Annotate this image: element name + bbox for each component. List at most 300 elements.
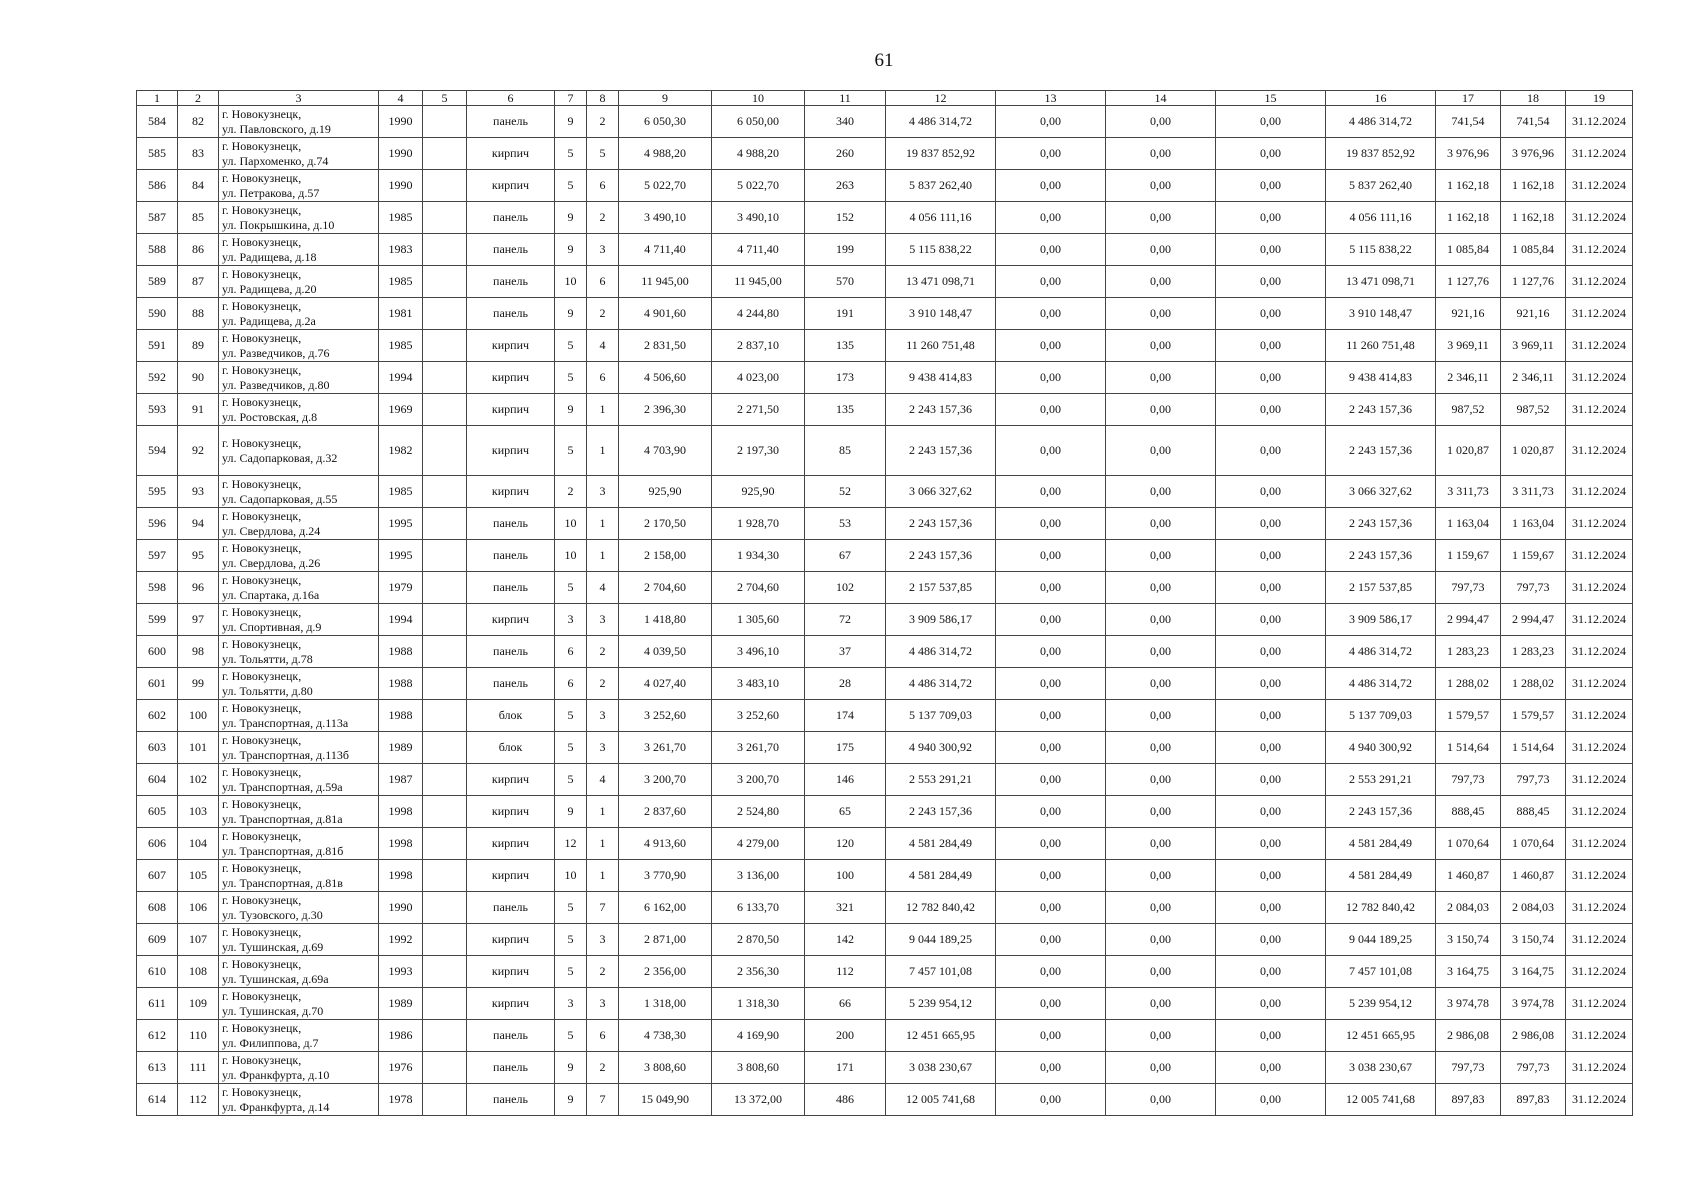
col-13-cell: 0,00 — [996, 668, 1106, 700]
table-row — [137, 298, 1633, 330]
address-city: г. Новокузнецк, — [222, 170, 302, 185]
col-18-cell: 797,73 — [1501, 572, 1566, 604]
col-5-cell — [423, 828, 467, 860]
col-14-cell: 0,00 — [1106, 892, 1216, 924]
residents-cell: 67 — [805, 540, 886, 572]
item-number-cell: 89 — [178, 330, 219, 362]
col-16-cell: 12 005 741,68 — [1326, 1084, 1436, 1116]
total-cost-cell: 2 243 157,36 — [886, 508, 996, 540]
living-area-cell: 3 490,10 — [712, 202, 805, 234]
wall-material-cell: кирпич — [467, 956, 555, 988]
wall-material-cell: панель — [467, 636, 555, 668]
col-17-cell: 921,16 — [1436, 298, 1501, 330]
column-header: 11 — [805, 91, 886, 106]
column-header: 9 — [619, 91, 712, 106]
address-cell — [219, 476, 379, 508]
entrances-cell: 6 — [587, 1020, 619, 1052]
col-5-cell — [423, 202, 467, 234]
col-18-cell: 2 346,11 — [1501, 362, 1566, 394]
item-number-cell: 84 — [178, 170, 219, 202]
address-cell — [219, 540, 379, 572]
completion-date-cell: 31.12.2024 — [1566, 572, 1633, 604]
address-street: ул. Франкфурта, д.10 — [222, 1067, 330, 1082]
col-15-cell: 0,00 — [1216, 106, 1326, 138]
col-15-cell: 0,00 — [1216, 298, 1326, 330]
living-area-cell: 3 136,00 — [712, 860, 805, 892]
col-15-cell: 0,00 — [1216, 362, 1326, 394]
entrances-cell: 5 — [587, 138, 619, 170]
address-street: ул. Ростовская, д.8 — [222, 409, 318, 424]
residents-cell: 175 — [805, 732, 886, 764]
entrances-cell: 6 — [587, 170, 619, 202]
col-13-cell: 0,00 — [996, 202, 1106, 234]
col-5-cell — [423, 892, 467, 924]
floors-cell: 10 — [555, 266, 587, 298]
item-number-cell: 86 — [178, 234, 219, 266]
table-row — [137, 1052, 1633, 1084]
col-15-cell: 0,00 — [1216, 234, 1326, 266]
col-14-cell: 0,00 — [1106, 604, 1216, 636]
col-5-cell — [423, 988, 467, 1020]
col-15-cell: 0,00 — [1216, 796, 1326, 828]
entrances-cell: 1 — [587, 796, 619, 828]
total-area-cell: 4 913,60 — [619, 828, 712, 860]
residents-cell: 146 — [805, 764, 886, 796]
col-16-cell: 5 239 954,12 — [1326, 988, 1436, 1020]
col-5-cell — [423, 860, 467, 892]
col-16-cell: 4 940 300,92 — [1326, 732, 1436, 764]
living-area-cell: 1 928,70 — [712, 508, 805, 540]
living-area-cell: 2 271,50 — [712, 394, 805, 426]
col-16-cell: 4 486 314,72 — [1326, 668, 1436, 700]
total-area-cell: 4 027,40 — [619, 668, 712, 700]
col-16-cell: 2 243 157,36 — [1326, 426, 1436, 476]
entrances-cell: 3 — [587, 700, 619, 732]
year-built-cell: 1989 — [379, 988, 423, 1020]
table-row — [137, 394, 1633, 426]
col-13-cell: 0,00 — [996, 892, 1106, 924]
col-15-cell: 0,00 — [1216, 330, 1326, 362]
address-cell — [219, 202, 379, 234]
col-17-cell: 1 163,04 — [1436, 508, 1501, 540]
address-street: ул. Тузовского, д.30 — [222, 907, 323, 922]
col-15-cell: 0,00 — [1216, 170, 1326, 202]
col-13-cell: 0,00 — [996, 956, 1106, 988]
wall-material-cell: кирпич — [467, 170, 555, 202]
row-number-cell: 597 — [137, 540, 178, 572]
total-area-cell: 2 704,60 — [619, 572, 712, 604]
living-area-cell: 3 200,70 — [712, 764, 805, 796]
address-city: г. Новокузнецк, — [222, 732, 302, 747]
address-city: г. Новокузнецк, — [222, 1052, 302, 1067]
residents-cell: 72 — [805, 604, 886, 636]
item-number-cell: 104 — [178, 828, 219, 860]
wall-material-cell: кирпич — [467, 362, 555, 394]
total-cost-cell: 9 044 189,25 — [886, 924, 996, 956]
col-14-cell: 0,00 — [1106, 700, 1216, 732]
residents-cell: 173 — [805, 362, 886, 394]
col-16-cell: 2 243 157,36 — [1326, 540, 1436, 572]
address-city: г. Новокузнецк, — [222, 668, 302, 683]
col-16-cell: 4 581 284,49 — [1326, 860, 1436, 892]
item-number-cell: 93 — [178, 476, 219, 508]
completion-date-cell: 31.12.2024 — [1566, 1052, 1633, 1084]
col-13-cell: 0,00 — [996, 764, 1106, 796]
residents-cell: 120 — [805, 828, 886, 860]
col-15-cell: 0,00 — [1216, 764, 1326, 796]
entrances-cell: 2 — [587, 956, 619, 988]
address-cell — [219, 860, 379, 892]
living-area-cell: 3 252,60 — [712, 700, 805, 732]
completion-date-cell: 31.12.2024 — [1566, 732, 1633, 764]
residents-cell: 142 — [805, 924, 886, 956]
residents-cell: 52 — [805, 476, 886, 508]
year-built-cell: 1985 — [379, 476, 423, 508]
table-row — [137, 138, 1633, 170]
row-number-cell: 591 — [137, 330, 178, 362]
col-13-cell: 0,00 — [996, 394, 1106, 426]
total-area-cell: 2 158,00 — [619, 540, 712, 572]
address-street: ул. Филиппова, д.7 — [222, 1035, 319, 1050]
col-16-cell: 9 438 414,83 — [1326, 362, 1436, 394]
column-header: 3 — [219, 91, 379, 106]
col-15-cell: 0,00 — [1216, 892, 1326, 924]
address-street: ул. Покрышкина, д.10 — [222, 217, 335, 232]
residents-cell: 135 — [805, 330, 886, 362]
col-16-cell: 2 243 157,36 — [1326, 394, 1436, 426]
entrances-cell: 1 — [587, 394, 619, 426]
col-17-cell: 897,83 — [1436, 1084, 1501, 1116]
total-cost-cell: 13 471 098,71 — [886, 266, 996, 298]
col-13-cell: 0,00 — [996, 540, 1106, 572]
address-city: г. Новокузнецк, — [222, 700, 302, 715]
col-17-cell: 1 085,84 — [1436, 234, 1501, 266]
year-built-cell: 1982 — [379, 426, 423, 476]
total-area-cell: 6 050,30 — [619, 106, 712, 138]
floors-cell: 5 — [555, 764, 587, 796]
living-area-cell: 2 870,50 — [712, 924, 805, 956]
total-area-cell: 2 831,50 — [619, 330, 712, 362]
living-area-cell: 3 483,10 — [712, 668, 805, 700]
residents-cell: 135 — [805, 394, 886, 426]
col-5-cell — [423, 764, 467, 796]
total-cost-cell: 19 837 852,92 — [886, 138, 996, 170]
floors-cell: 9 — [555, 298, 587, 330]
row-number-cell: 594 — [137, 426, 178, 476]
entrances-cell: 7 — [587, 1084, 619, 1116]
item-number-cell: 83 — [178, 138, 219, 170]
total-area-cell: 1 318,00 — [619, 988, 712, 1020]
total-cost-cell: 3 909 586,17 — [886, 604, 996, 636]
completion-date-cell: 31.12.2024 — [1566, 138, 1633, 170]
floors-cell: 5 — [555, 700, 587, 732]
living-area-cell: 2 197,30 — [712, 426, 805, 476]
col-5-cell — [423, 508, 467, 540]
address-street: ул. Тушинская, д.69а — [222, 971, 329, 986]
completion-date-cell: 31.12.2024 — [1566, 892, 1633, 924]
wall-material-cell: панель — [467, 668, 555, 700]
completion-date-cell: 31.12.2024 — [1566, 1084, 1633, 1116]
address-cell — [219, 170, 379, 202]
address-city: г. Новокузнецк, — [222, 435, 302, 450]
residents-cell: 66 — [805, 988, 886, 1020]
total-cost-cell: 2 157 537,85 — [886, 572, 996, 604]
total-cost-cell: 3 066 327,62 — [886, 476, 996, 508]
floors-cell: 9 — [555, 1084, 587, 1116]
col-15-cell: 0,00 — [1216, 860, 1326, 892]
year-built-cell: 1995 — [379, 508, 423, 540]
living-area-cell: 6 133,70 — [712, 892, 805, 924]
total-cost-cell: 2 243 157,36 — [886, 394, 996, 426]
floors-cell: 9 — [555, 234, 587, 266]
address-cell — [219, 426, 379, 476]
col-15-cell: 0,00 — [1216, 394, 1326, 426]
table-row — [137, 540, 1633, 572]
address-city: г. Новокузнецк, — [222, 234, 302, 249]
row-number-cell: 607 — [137, 860, 178, 892]
wall-material-cell: кирпич — [467, 828, 555, 860]
col-13-cell: 0,00 — [996, 924, 1106, 956]
completion-date-cell: 31.12.2024 — [1566, 924, 1633, 956]
address-city: г. Новокузнецк, — [222, 298, 302, 313]
col-14-cell: 0,00 — [1106, 988, 1216, 1020]
col-5-cell — [423, 394, 467, 426]
col-17-cell: 888,45 — [1436, 796, 1501, 828]
item-number-cell: 97 — [178, 604, 219, 636]
address-city: г. Новокузнецк, — [222, 476, 302, 491]
col-18-cell: 3 164,75 — [1501, 956, 1566, 988]
item-number-cell: 91 — [178, 394, 219, 426]
floors-cell: 10 — [555, 540, 587, 572]
col-14-cell: 0,00 — [1106, 764, 1216, 796]
table-row — [137, 1084, 1633, 1116]
item-number-cell: 107 — [178, 924, 219, 956]
entrances-cell: 6 — [587, 266, 619, 298]
col-13-cell: 0,00 — [996, 572, 1106, 604]
col-18-cell: 921,16 — [1501, 298, 1566, 330]
col-15-cell: 0,00 — [1216, 988, 1326, 1020]
col-18-cell: 3 969,11 — [1501, 330, 1566, 362]
col-14-cell: 0,00 — [1106, 668, 1216, 700]
completion-date-cell: 31.12.2024 — [1566, 394, 1633, 426]
floors-cell: 10 — [555, 508, 587, 540]
col-18-cell: 888,45 — [1501, 796, 1566, 828]
total-area-cell: 6 162,00 — [619, 892, 712, 924]
row-number-cell: 599 — [137, 604, 178, 636]
entrances-cell: 3 — [587, 732, 619, 764]
col-15-cell: 0,00 — [1216, 1020, 1326, 1052]
address-city: г. Новокузнецк, — [222, 988, 302, 1003]
wall-material-cell: кирпич — [467, 988, 555, 1020]
address-street: ул. Петракова, д.57 — [222, 185, 320, 200]
year-built-cell: 1987 — [379, 764, 423, 796]
completion-date-cell: 31.12.2024 — [1566, 764, 1633, 796]
completion-date-cell: 31.12.2024 — [1566, 426, 1633, 476]
col-17-cell: 3 164,75 — [1436, 956, 1501, 988]
address-cell — [219, 1020, 379, 1052]
living-area-cell: 4 279,00 — [712, 828, 805, 860]
col-15-cell: 0,00 — [1216, 1052, 1326, 1084]
col-13-cell: 0,00 — [996, 1052, 1106, 1084]
entrances-cell: 2 — [587, 636, 619, 668]
col-17-cell: 987,52 — [1436, 394, 1501, 426]
entrances-cell: 4 — [587, 572, 619, 604]
table-row — [137, 636, 1633, 668]
year-built-cell: 1983 — [379, 234, 423, 266]
total-area-cell: 4 703,90 — [619, 426, 712, 476]
residents-cell: 100 — [805, 860, 886, 892]
address-city: г. Новокузнецк, — [222, 764, 302, 779]
wall-material-cell: кирпич — [467, 394, 555, 426]
col-14-cell: 0,00 — [1106, 956, 1216, 988]
address-street: ул. Тушинская, д.70 — [222, 1003, 324, 1018]
table-row — [137, 700, 1633, 732]
residents-cell: 85 — [805, 426, 886, 476]
residents-cell: 200 — [805, 1020, 886, 1052]
col-5-cell — [423, 700, 467, 732]
col-5-cell — [423, 234, 467, 266]
address-city: г. Новокузнецк, — [222, 828, 302, 843]
col-17-cell: 3 969,11 — [1436, 330, 1501, 362]
item-number-cell: 106 — [178, 892, 219, 924]
row-number-cell: 613 — [137, 1052, 178, 1084]
living-area-cell: 4 169,90 — [712, 1020, 805, 1052]
col-5-cell — [423, 330, 467, 362]
living-area-cell: 1 934,30 — [712, 540, 805, 572]
wall-material-cell: панель — [467, 540, 555, 572]
col-14-cell: 0,00 — [1106, 1052, 1216, 1084]
total-cost-cell: 12 782 840,42 — [886, 892, 996, 924]
address-street: ул. Франкфурта, д.14 — [222, 1099, 330, 1114]
entrances-cell: 1 — [587, 540, 619, 572]
address-street: ул. Садопарковая, д.55 — [222, 491, 338, 506]
entrances-cell: 2 — [587, 668, 619, 700]
col-16-cell: 4 486 314,72 — [1326, 636, 1436, 668]
address-street: ул. Тушинская, д.69 — [222, 939, 324, 954]
col-14-cell: 0,00 — [1106, 508, 1216, 540]
wall-material-cell: кирпич — [467, 138, 555, 170]
year-built-cell: 1990 — [379, 170, 423, 202]
col-5-cell — [423, 956, 467, 988]
table-row — [137, 796, 1633, 828]
column-header: 5 — [423, 91, 467, 106]
residents-cell: 340 — [805, 106, 886, 138]
col-15-cell: 0,00 — [1216, 604, 1326, 636]
address-city: г. Новокузнецк, — [222, 1020, 302, 1035]
completion-date-cell: 31.12.2024 — [1566, 956, 1633, 988]
year-built-cell: 1990 — [379, 892, 423, 924]
col-16-cell: 4 581 284,49 — [1326, 828, 1436, 860]
column-header: 13 — [996, 91, 1106, 106]
total-cost-cell: 4 581 284,49 — [886, 828, 996, 860]
col-18-cell: 1 514,64 — [1501, 732, 1566, 764]
col-18-cell: 1 162,18 — [1501, 170, 1566, 202]
col-17-cell: 1 162,18 — [1436, 202, 1501, 234]
floors-cell: 6 — [555, 636, 587, 668]
total-cost-cell: 9 438 414,83 — [886, 362, 996, 394]
total-area-cell: 3 200,70 — [619, 764, 712, 796]
item-number-cell: 99 — [178, 668, 219, 700]
table-row — [137, 476, 1633, 508]
column-header: 17 — [1436, 91, 1501, 106]
total-cost-cell: 3 038 230,67 — [886, 1052, 996, 1084]
col-16-cell: 3 038 230,67 — [1326, 1052, 1436, 1084]
col-13-cell: 0,00 — [996, 636, 1106, 668]
entrances-cell: 2 — [587, 106, 619, 138]
col-13-cell: 0,00 — [996, 828, 1106, 860]
row-number-cell: 596 — [137, 508, 178, 540]
col-14-cell: 0,00 — [1106, 1084, 1216, 1116]
year-built-cell: 1976 — [379, 1052, 423, 1084]
col-16-cell: 2 553 291,21 — [1326, 764, 1436, 796]
living-area-cell: 6 050,00 — [712, 106, 805, 138]
col-18-cell: 1 162,18 — [1501, 202, 1566, 234]
total-cost-cell: 7 457 101,08 — [886, 956, 996, 988]
col-13-cell: 0,00 — [996, 266, 1106, 298]
row-number-cell: 606 — [137, 828, 178, 860]
floors-cell: 5 — [555, 138, 587, 170]
living-area-cell: 2 837,10 — [712, 330, 805, 362]
column-header: 19 — [1566, 91, 1633, 106]
living-area-cell: 11 945,00 — [712, 266, 805, 298]
row-number-cell: 585 — [137, 138, 178, 170]
total-cost-cell: 2 243 157,36 — [886, 540, 996, 572]
residents-cell: 152 — [805, 202, 886, 234]
table-row — [137, 106, 1633, 138]
col-17-cell: 797,73 — [1436, 764, 1501, 796]
col-5-cell — [423, 636, 467, 668]
completion-date-cell: 31.12.2024 — [1566, 170, 1633, 202]
col-15-cell: 0,00 — [1216, 540, 1326, 572]
address-street: ул. Пархоменко, д.74 — [222, 153, 329, 168]
address-city: г. Новокузнецк, — [222, 362, 302, 377]
col-13-cell: 0,00 — [996, 426, 1106, 476]
address-cell — [219, 732, 379, 764]
total-area-cell: 2 396,30 — [619, 394, 712, 426]
item-number-cell: 82 — [178, 106, 219, 138]
total-cost-cell: 4 940 300,92 — [886, 732, 996, 764]
floors-cell: 3 — [555, 604, 587, 636]
total-cost-cell: 4 486 314,72 — [886, 106, 996, 138]
total-area-cell: 3 808,60 — [619, 1052, 712, 1084]
row-number-cell: 604 — [137, 764, 178, 796]
col-18-cell: 1 070,64 — [1501, 828, 1566, 860]
col-15-cell: 0,00 — [1216, 138, 1326, 170]
address-cell — [219, 266, 379, 298]
floors-cell: 2 — [555, 476, 587, 508]
item-number-cell: 103 — [178, 796, 219, 828]
col-5-cell — [423, 266, 467, 298]
table-row — [137, 892, 1633, 924]
col-17-cell: 3 311,73 — [1436, 476, 1501, 508]
total-cost-cell: 2 243 157,36 — [886, 426, 996, 476]
wall-material-cell: панель — [467, 202, 555, 234]
wall-material-cell: панель — [467, 572, 555, 604]
col-16-cell: 3 910 148,47 — [1326, 298, 1436, 330]
item-number-cell: 96 — [178, 572, 219, 604]
living-area-cell: 4 244,80 — [712, 298, 805, 330]
year-built-cell: 1998 — [379, 828, 423, 860]
housing-registry-table — [136, 90, 1633, 1116]
col-17-cell: 2 994,47 — [1436, 604, 1501, 636]
completion-date-cell: 31.12.2024 — [1566, 330, 1633, 362]
completion-date-cell: 31.12.2024 — [1566, 234, 1633, 266]
col-15-cell: 0,00 — [1216, 668, 1326, 700]
col-17-cell: 3 974,78 — [1436, 988, 1501, 1020]
total-area-cell: 4 039,50 — [619, 636, 712, 668]
residents-cell: 171 — [805, 1052, 886, 1084]
total-cost-cell: 2 553 291,21 — [886, 764, 996, 796]
